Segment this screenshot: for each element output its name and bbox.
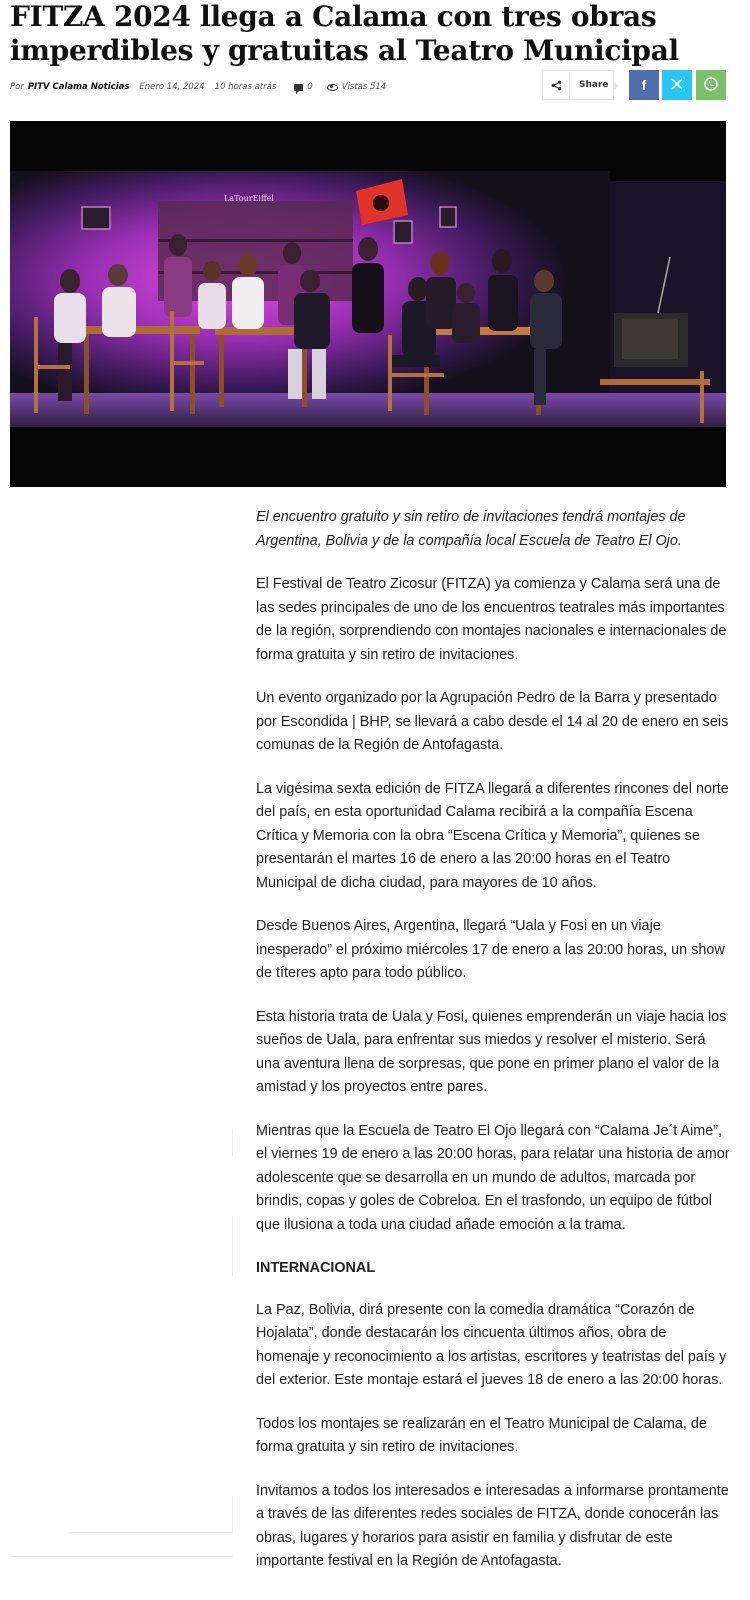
article-image [10, 121, 726, 487]
views-value: Vistas 514 [341, 82, 387, 92]
article-paragraph: Todos los montajes se realizarán en el Teatro Municipal de Calama, de forma gratuita y sin retiro de invitaciones. [256, 1415, 707, 1455]
share-button[interactable] [542, 70, 614, 100]
article-paragraph: Desde Buenos Aires, Argentina, llegará “Uala y Fosi en un viaje inesperado” el próximo miércoles 17 de enero a las 20:00 horas, un show de títeres apto para todo público. [256, 918, 725, 981]
by-label: Por [10, 82, 24, 92]
article-paragraph: El Festival de Teatro Zicosur (FITZA) ya comienza y Calama será una de las sedes principales de uno de los encuentros teatrales más importantes de la región, sorprendiendo con montajes nacionales e internacionales de forma gratuita y sin retiro de invitaciones. [256, 576, 727, 663]
share-label: Share [579, 80, 609, 90]
article-paragraph: Esta historia trata de Uala y Fosi, quienes emprenderán un viaje hacia los sueños de Uala, para enfrentar sus miedos y resolver el misterio. Será una aventura llena de sorpresas, que pone en primer plano el valor de la amistad y los proyectos entre pares. [256, 1008, 727, 1095]
sidebar-divider [232, 1216, 233, 1276]
article-paragraph: La Paz, Bolivia, dirá presente con la comedia dramática “Corazón de Hojalata”, donde destacarán los cincuenta últimos años, obra de homenaje y reconocimiento a los artistas, escritores y teatristas del país y del exterior. Este montaje estará el jueves 18 de enero a las 20:00 horas. [256, 1301, 727, 1388]
relative-time: 10 horas atrás [214, 82, 277, 92]
article-paragraph: Mientras que la Escuela de Teatro El Ojo llegará con “Calama Je´t Aime”, el viernes 19 de enero a las 20:00 horas, para relatar una historia de amor adolescente que se desarrolla en un mundo de adultos, marcada por brindis, copas y goles de Cobreloa. En el trasfondo, un equipo de fútbol que ilusiona a toda una ciudad añade emoción a la trama. [256, 1122, 730, 1233]
article-paragraph: La vigésima sexta edición de FITZA llegará a diferentes rincones del norte del país, en esta oportunidad Calama recibirá a la compañía Escena Crítica y Memoria con la obra “Escena Crítica y Memoria”, quienes se presentarán el martes 16 de enero a las 20:00 horas en el Teatro Municipal de dicha ciudad, para mayores de 10 años. [256, 780, 729, 891]
article-lead: El encuentro gratuito y sin retiro de invitaciones tendrá montajes de Argentina, Bolivia y de la compañía local Escuela de Teatro El Ojo. [256, 509, 686, 549]
sidebar-divider [232, 1496, 233, 1532]
sidebar-divider [70, 1532, 233, 1533]
comments-value: 0 [307, 82, 313, 92]
share-icon [543, 71, 570, 99]
comments-count[interactable] [294, 82, 312, 92]
article-title: FITZA 2024 llega a Calama con tres obras imperdibles y gratuitas al Teatro Municipal [10, 0, 679, 67]
facebook-icon: f [641, 77, 647, 93]
x-icon [671, 77, 683, 93]
sidebar-divider [232, 1130, 233, 1156]
article-body [256, 506, 730, 1594]
article-paragraph: Invitamos a todos los interesados e interesadas a informarse prontamente a través de las diferentes redes sociales de FITZA, donde conocerán las obras, lugares y horarios para asistir en familia y disfrutar de este importante festival en la Región de Antofagasta. [256, 1482, 729, 1569]
section-heading: INTERNACIONAL [256, 1260, 376, 1276]
author-link[interactable]: PITV Calama Noticias [27, 82, 130, 92]
x-share-button[interactable] [662, 70, 692, 100]
article-meta [10, 80, 386, 94]
sidebar-divider [10, 1556, 233, 1557]
facebook-share-button[interactable] [629, 70, 659, 100]
comment-icon [294, 84, 303, 91]
whatsapp-icon [703, 76, 719, 95]
eye-icon [327, 84, 338, 91]
whatsapp-share-button[interactable] [696, 70, 726, 100]
views-count [327, 82, 387, 92]
stage-sign: LaTourEiffel [224, 194, 274, 203]
publish-date: Enero 14, 2024 [139, 82, 205, 92]
article-paragraph: Un evento organizado por la Agrupación Pedro de la Barra y presentado por Escondida | BHP, se llevará a cabo desde el 14 al 20 de enero en seis comunas de la Región de Antofagasta. [256, 690, 729, 753]
theatre-stage-photo [10, 121, 726, 487]
